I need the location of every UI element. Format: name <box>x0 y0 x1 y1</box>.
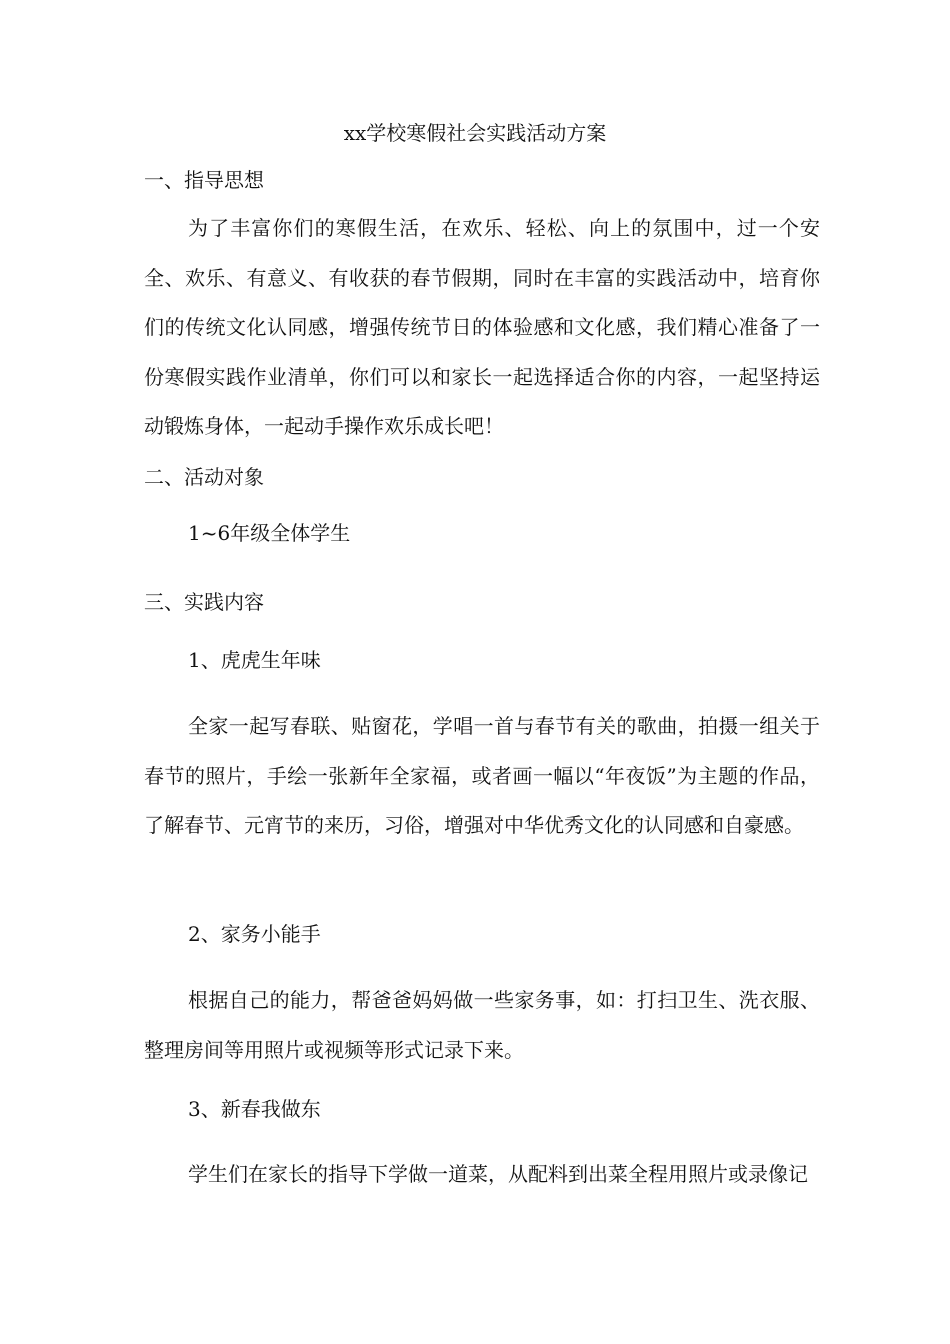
paragraph-guiding-thought: 为了丰富你们的寒假生活，在欢乐、轻松、向上的氛围中，过一个安全、欢乐、有意义、有收获的春节假期，同时在丰富的实践活动中，培育你们的传统文化认同感，增强传统节日的体验感和文化感，我们精心准备了一份寒假实践作业清单，你们可以和家长一起选择适合你的内容，一起坚持运动锻炼身体，一起动手操作欢乐成长吧！ <box>144 216 820 438</box>
item-paragraph-cooking: 学生们在家长的指导下学做一道菜，从配料到出菜全程用照片或录像记 <box>188 1162 808 1186</box>
item-paragraph-housework: 根据自己的能力，帮爸爸妈妈做一些家务事，如：打扫卫生、洗衣服、整理房间等用照片或视频等形式记录下来。 <box>144 988 820 1062</box>
section-heading-content: 三、实践内容 <box>144 590 264 614</box>
item-title-new-year-flavor: 1、虎虎生年味 <box>188 648 321 672</box>
item-title-cooking: 3、新春我做东 <box>188 1097 321 1121</box>
item-title-housework: 2、家务小能手 <box>188 922 321 946</box>
section-heading-target: 二、活动对象 <box>144 465 264 489</box>
section-heading-guiding-thought: 一、指导思想 <box>144 168 264 192</box>
paragraph-target: 1~6年级全体学生 <box>188 521 351 545</box>
document-title: xx学校寒假社会实践活动方案 <box>343 121 607 145</box>
item-paragraph-new-year-flavor: 全家一起写春联、贴窗花，学唱一首与春节有关的歌曲，拍摄一组关于春节的照片，手绘一张新年全家福，或者画一幅以“年夜饭”为主题的作品，了解春节、元宵节的来历，习俗，增强对中华优秀文化的认同感和自豪感。 <box>144 714 820 837</box>
